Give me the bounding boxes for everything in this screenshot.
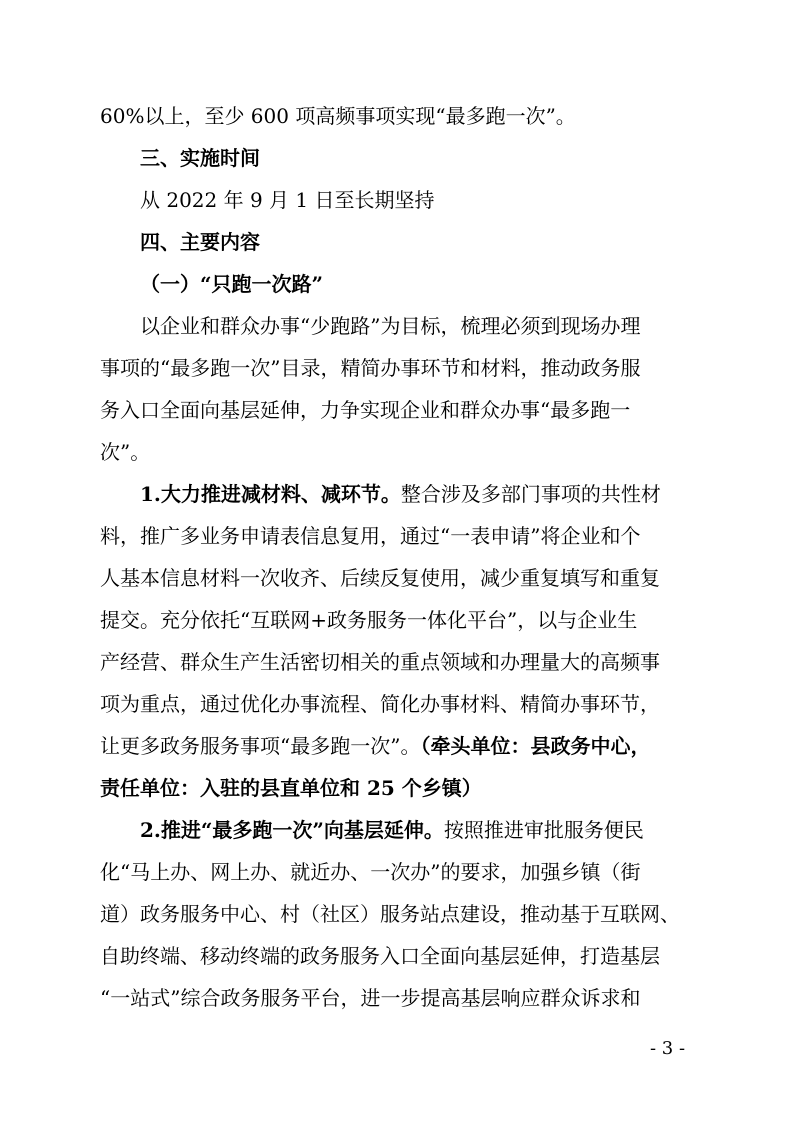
- text-line: 人基本信息材料一次收齐、后续反复使用，减少重复填写和重复: [100, 566, 660, 590]
- subsection-heading: （一）“只跑一次路”: [140, 272, 324, 296]
- text-line: 事项的“最多跑一次”目录，精简办事环节和材料，推动政务服: [100, 356, 641, 380]
- paragraph-first-line: [140, 814, 700, 846]
- text-line: 次”。: [100, 440, 151, 464]
- text-line: 料，推广多业务申请表信息复用，通过“一表申请”将企业和个: [100, 524, 641, 548]
- text-line: 自助终端、移动终端的政务服务入口全面向基层延伸，打造基层: [100, 944, 660, 968]
- item-text: 整合涉及多部门事项的共性材: [400, 482, 661, 506]
- section-heading-main-content: 四、主要内容: [140, 230, 260, 254]
- item-lead: 2.推进“最多跑一次”向基层延伸。: [140, 818, 444, 842]
- text-line: 项为重点，通过优化办事流程、简化办事材料、精简办事环节，: [100, 692, 660, 716]
- text-line: 道）政务服务中心、村（社区）服务站点建设，推动基于互联网、: [100, 902, 680, 926]
- text-line: 以企业和群众办事“少跑路”为目标，梳理必须到现场办理: [140, 314, 641, 338]
- section-heading-implementation-time: 三、实施时间: [140, 146, 260, 170]
- responsible-unit-note: （牵头单位：县政务中心，: [420, 734, 651, 758]
- text-line: 务入口全面向基层延伸，力争实现企业和群众办事“最多跑一: [100, 398, 631, 422]
- text-line: 产经营、群众生产生活密切相关的重点领域和办理量大的高频事: [100, 650, 660, 674]
- paragraph-first-line: [140, 478, 700, 510]
- item-text: 让更多政务服务事项“最多跑一次”。: [100, 734, 421, 758]
- item-lead: 1.大力推进减材料、减环节。: [140, 482, 401, 506]
- text-line: 化“马上办、网上办、就近办、一次办”的要求，加强乡镇（街: [100, 860, 641, 884]
- text-line: 从 2022 年 9 月 1 日至长期坚持: [140, 188, 435, 212]
- responsible-unit-note: 责任单位：入驻的县直单位和 25 个乡镇）: [100, 776, 482, 800]
- page-number: - 3 -: [650, 1038, 686, 1059]
- text-line: 提交。充分依托“互联网+政务服务一体化平台”，以与企业生: [100, 608, 638, 632]
- text-line: “一站式”综合政务服务平台，进一步提高基层响应群众诉求和: [100, 986, 641, 1010]
- text-line: 60%以上，至少 600 项高频事项实现“最多跑一次”。: [100, 104, 576, 128]
- item-text: 按照推进审批服务便民: [443, 818, 644, 842]
- text-line: [100, 730, 700, 762]
